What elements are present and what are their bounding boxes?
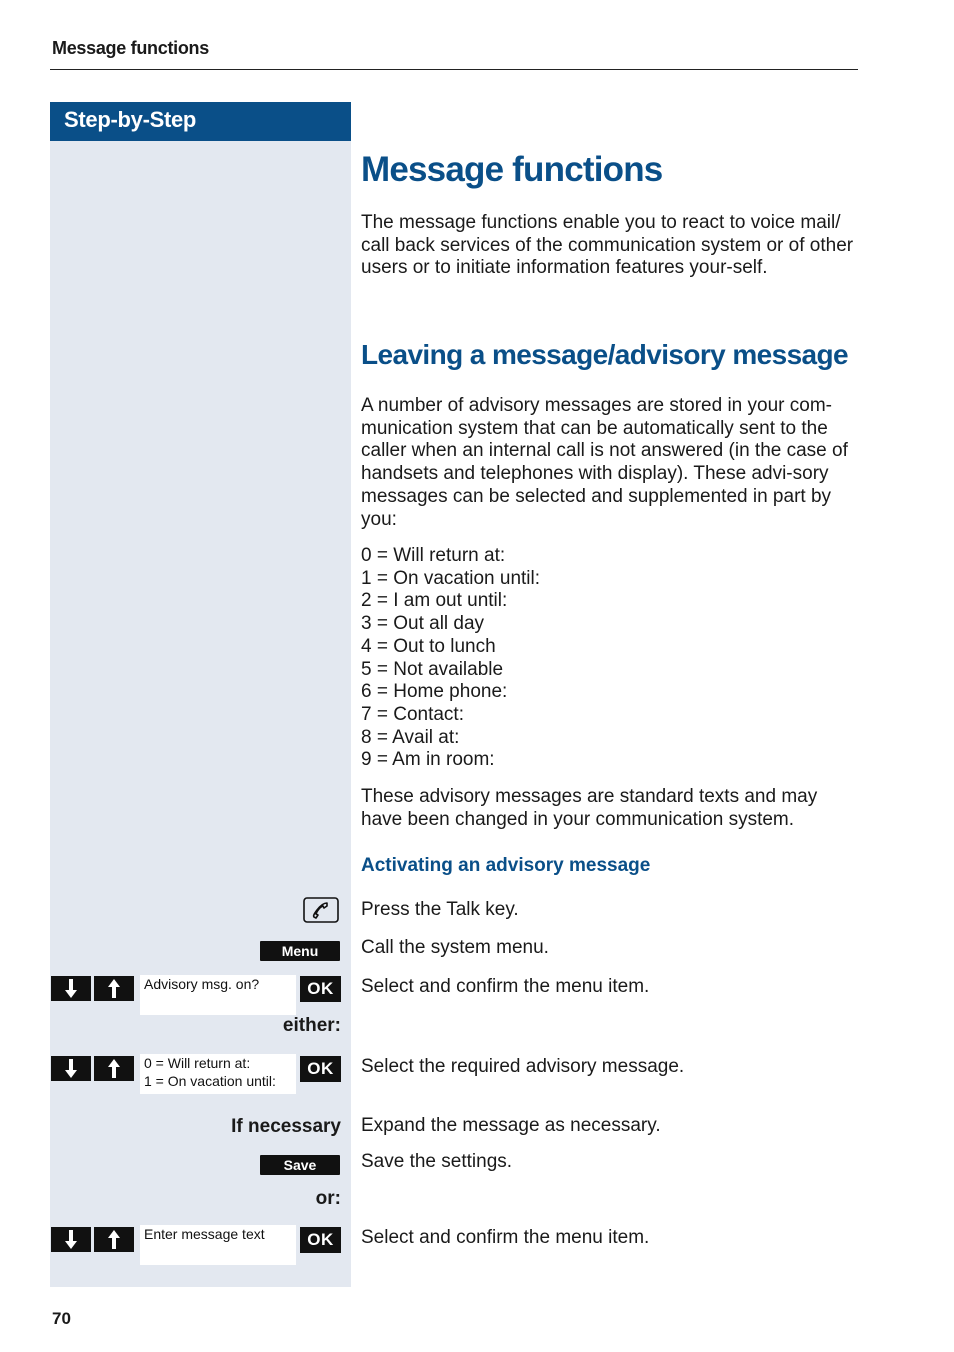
step-save-text: Save the settings. (361, 1151, 513, 1172)
ok-button[interactable]: OK (300, 1056, 341, 1082)
arrow-down-key[interactable] (51, 1227, 91, 1252)
step-expand-text: Expand the message as necessary. (361, 1115, 661, 1136)
advisory-message-list (361, 545, 540, 772)
arrow-down-icon (64, 1059, 78, 1078)
save-softkey[interactable]: Save (260, 1155, 340, 1175)
arrow-down-key[interactable] (51, 976, 91, 1001)
list-item: 8 = Avail at: (361, 726, 460, 748)
or-label: or: (315, 1188, 341, 1209)
arrow-up-icon (107, 1059, 121, 1078)
list-item: 5 = Not available (361, 658, 504, 680)
procedure-title: Activating an advisory message (361, 855, 651, 876)
list-item: 3 = Out all day (361, 613, 485, 635)
display-enter-text: Enter message text (140, 1225, 296, 1265)
arrow-up-key[interactable] (94, 1227, 134, 1252)
intro-paragraph: The message functions enable you to react to voice mail/ call back services of the communication system or of other users or to initiate information features your-self. (361, 212, 854, 279)
step-by-step-heading: Step-by-Step (50, 102, 351, 141)
section-title: Message functions (361, 150, 663, 189)
arrow-up-icon (107, 1230, 121, 1249)
step-select-confirm-text: Select and confirm the menu item. (361, 976, 650, 997)
step-talk-text: Press the Talk key. (361, 899, 519, 920)
arrow-down-icon (64, 1230, 78, 1249)
arrow-up-icon (107, 979, 121, 998)
list-item: 9 = Am in room: (361, 749, 495, 771)
arrow-up-key[interactable] (94, 976, 134, 1001)
either-label: either: (282, 1015, 341, 1036)
menu-softkey[interactable]: Menu (260, 941, 340, 961)
running-header: Message functions (52, 38, 209, 58)
header-divider (50, 69, 858, 70)
step-select-confirm-2-text: Select and confirm the menu item. (361, 1227, 650, 1248)
display-option-line: 1 = On vacation until: (144, 1072, 276, 1089)
arrow-down-key[interactable] (51, 1056, 91, 1081)
display-options (140, 1054, 296, 1094)
ok-button[interactable]: OK (300, 1227, 341, 1253)
list-item: 2 = I am out until: (361, 590, 508, 612)
talk-key-icon[interactable] (303, 897, 339, 928)
list-item: 1 = On vacation until: (361, 567, 541, 589)
display-advisory: Advisory msg. on? (140, 975, 296, 1015)
subsection-title: Leaving a message/advisory message (361, 339, 848, 370)
if-necessary-label: If necessary (231, 1116, 341, 1137)
arrow-up-key[interactable] (94, 1056, 134, 1081)
step-by-step-column (50, 102, 351, 1287)
step-select-required-text: Select the required advisory message. (361, 1056, 685, 1077)
ok-button[interactable]: OK (300, 976, 341, 1002)
list-item: 0 = Will return at: (361, 545, 506, 566)
advisory-intro-paragraph: A number of advisory messages are stored in your com-munication system that can be automatically sent to the caller when an internal call is not answered (in the case of handsets and telephones with display). These advi-sory messages can be selected and supplemented in part by you: (361, 395, 848, 530)
step-menu-text: Call the system menu. (361, 937, 549, 958)
page-number: 70 (52, 1309, 71, 1328)
arrow-down-icon (64, 979, 78, 998)
list-item: 7 = Contact: (361, 703, 464, 725)
list-item: 4 = Out to lunch (361, 635, 496, 657)
list-item: 6 = Home phone: (361, 681, 508, 703)
display-option-line: 0 = Will return at: (144, 1055, 251, 1071)
standard-texts-paragraph: These advisory messages are standard texts and may have been changed in your communication system. (361, 786, 818, 830)
